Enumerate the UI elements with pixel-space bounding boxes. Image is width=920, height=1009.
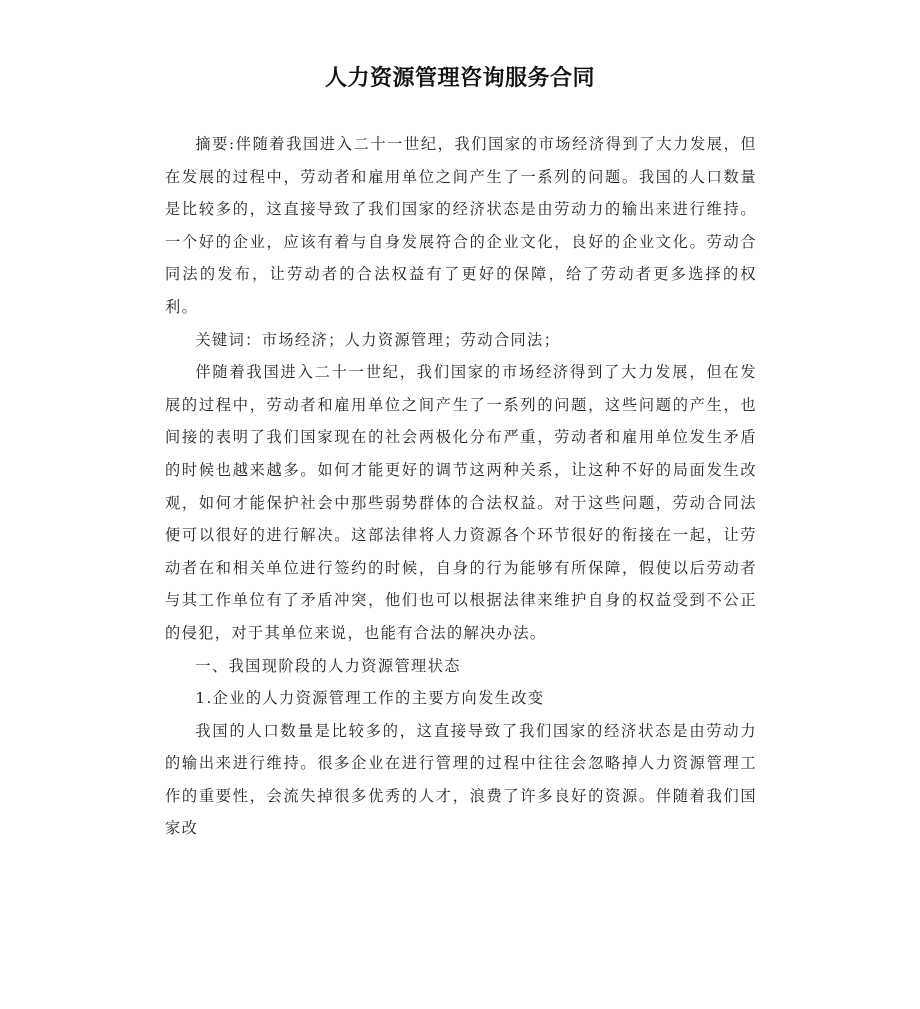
document-title: 人力资源管理咨询服务合同	[324, 66, 595, 91]
document-body	[165, 128, 757, 845]
section-heading: 一、我国现阶段的人力资源管理状态	[195, 656, 461, 675]
subsection-heading: 1.企业的人力资源管理工作的主要方向发生改变	[195, 689, 545, 708]
keywords-paragraph: 关键词：市场经济；人力资源管理；劳动合同法；	[195, 330, 561, 349]
intro-paragraph: 伴随着我国进入二十一世纪，我们国家的市场经济得到了大力发展，但在发展的过程中，劳动者和雇用单位之间产生了一系列的问题，这些问题的产生，也间接的表明了我们国家现在的社会两极化分布严重，劳动者和雇用单位发生矛盾的时候也越来越多。如何才能更好的调节这两种关系，让这种不好的局面发生改观，如何才能保护社会中那些弱势群体的合法权益。对于这些问题，劳动合同法便可以很好的进行解决。这部法律将人力资源各个环节很好的衔接在一起，让劳动者在和相关单位进行签约的时候，自身的行为能够有所保障，假使以后劳动者与其工作单位有了矛盾冲突，他们也可以根据法律来维护自身的权益受到不公正的侵犯，对于其单位来说，也能有合法的解决办法。	[165, 363, 757, 642]
abstract-paragraph: 摘要:伴随着我国进入二十一世纪，我们国家的市场经济得到了大力发展，但在发展的过程中，劳动者和雇用单位之间产生了一系列的问题。我国的人口数量是比较多的，这直接导致了我们国家的经济状态是由劳动力的输出来进行维持。一个好的企业，应该有着与自身发展符合的企业文化，良好的企业文化。劳动合同法的发布，让劳动者的合法权益有了更好的保障，给了劳动者更多选择的权利。	[165, 135, 757, 316]
body-paragraph: 我国的人口数量是比较多的，这直接导致了我们国家的经济状态是由劳动力的输出来进行维持。很多企业在进行管理的过程中往往会忽略掉人力资源管理工作的重要性，会流失掉很多优秀的人才，浪费了许多良好的资源。伴随着我们国家改	[165, 721, 757, 838]
